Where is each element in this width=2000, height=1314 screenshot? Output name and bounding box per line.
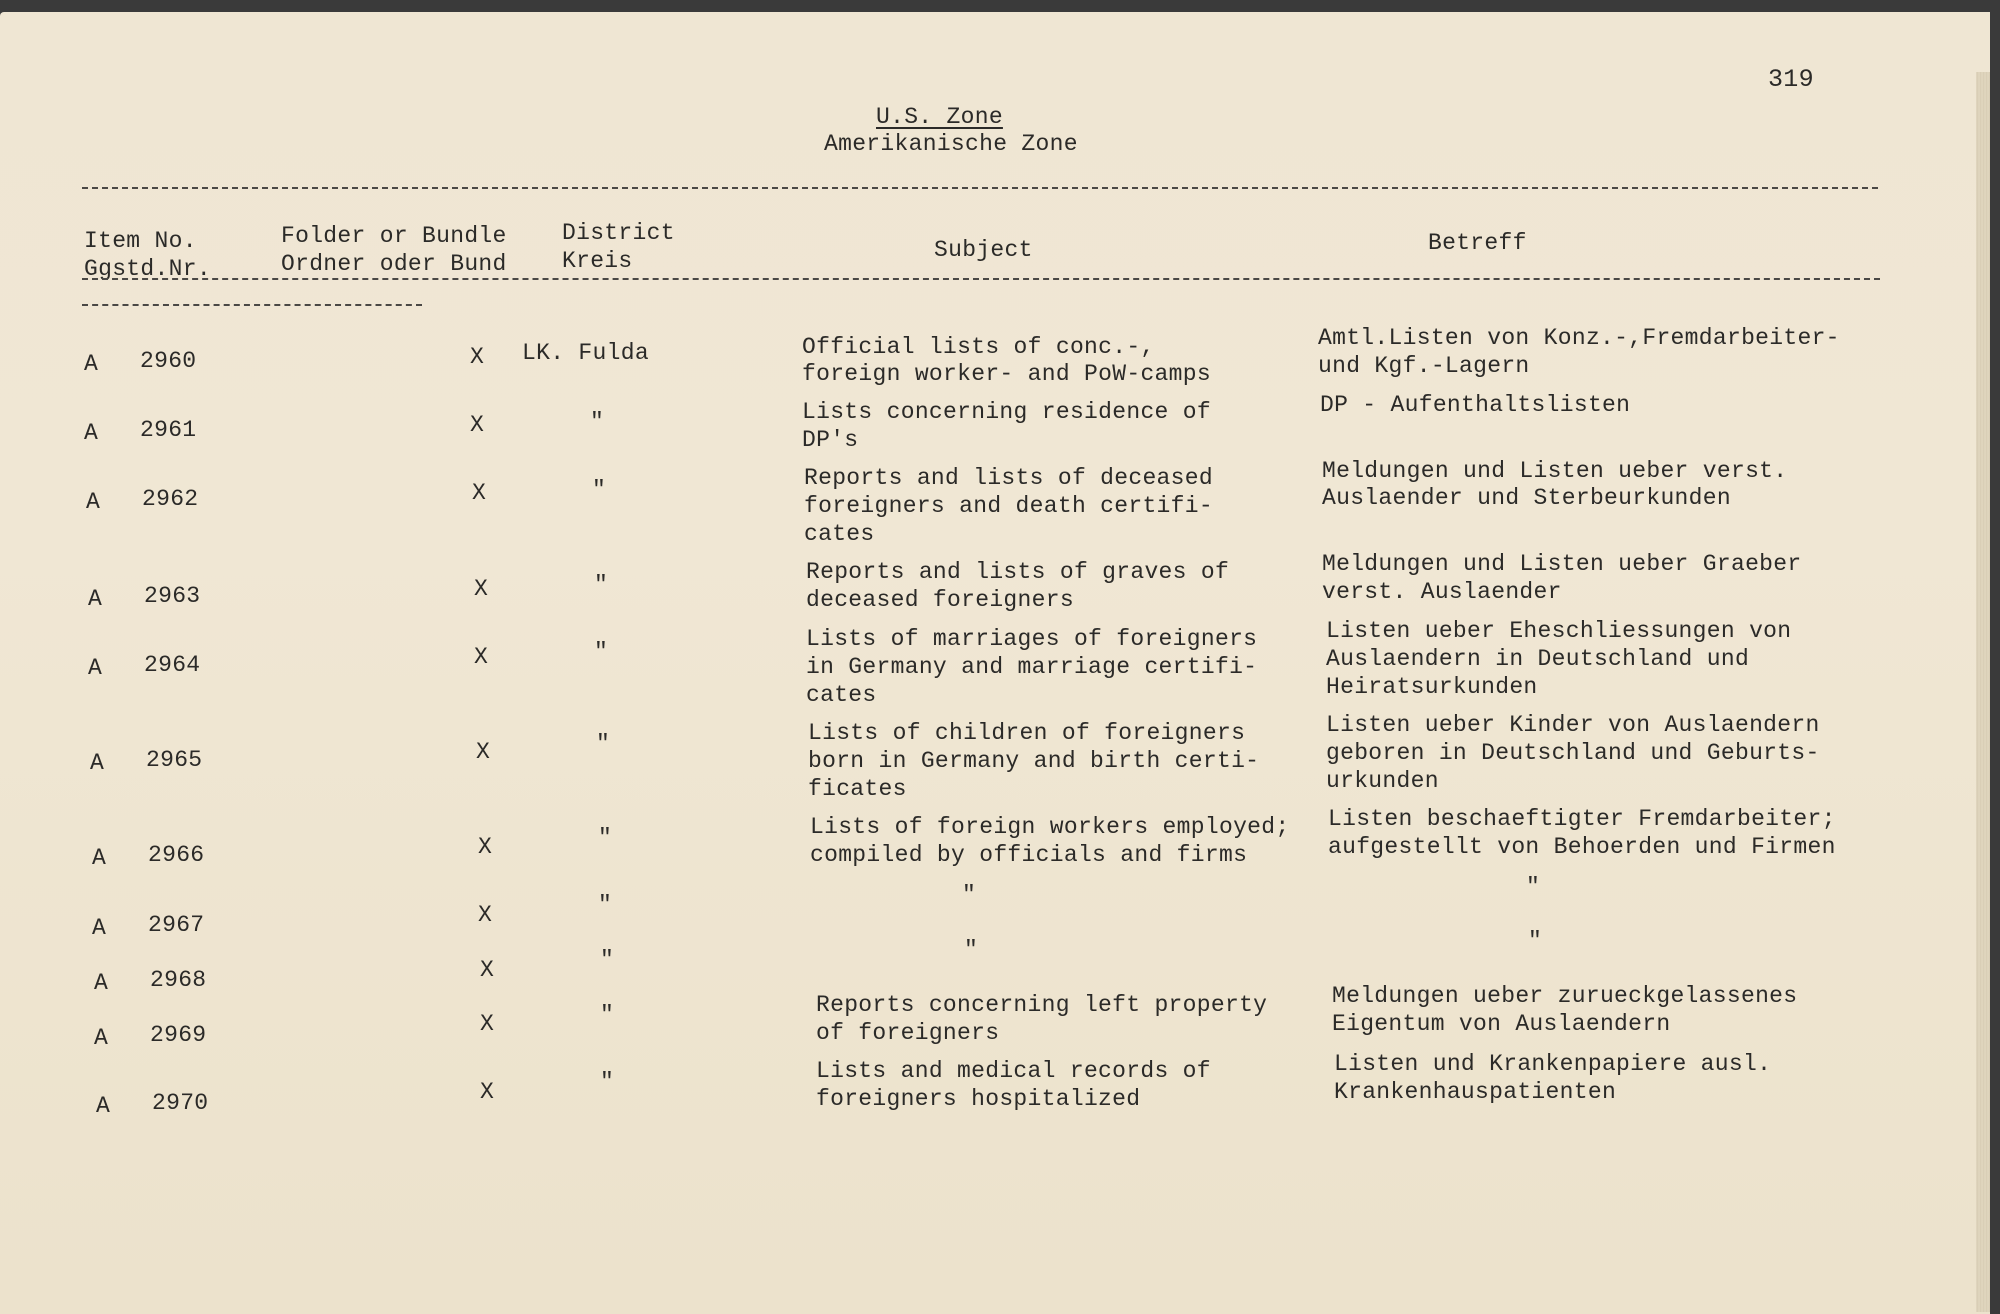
row-betreff-line: urkunden: [1326, 768, 1439, 794]
row-betreff-line: Meldungen ueber zurueckgelassenes: [1332, 983, 1798, 1009]
row-number: 2961: [140, 417, 197, 443]
row-prefix: A: [90, 750, 105, 776]
row-betreff-line: Eigentum von Auslaendern: [1332, 1011, 1671, 1037]
row-number: 2967: [148, 912, 205, 938]
header-item-en: Item No.: [84, 228, 197, 254]
row-prefix: A: [84, 420, 99, 446]
row-folder: X: [478, 834, 493, 860]
row-number: 2960: [140, 348, 197, 374]
row-folder: X: [476, 739, 491, 765]
header-subject: Subject: [934, 237, 1033, 263]
row-betreff-line: Listen und Krankenpapiere ausl.: [1334, 1051, 1772, 1077]
row-number: 2969: [150, 1022, 207, 1048]
row-folder: X: [480, 1011, 495, 1037]
row-district: ": [594, 572, 609, 598]
row-subject-line: Lists and medical records of: [816, 1058, 1211, 1084]
row-subject-line: compiled by officials and firms: [810, 842, 1248, 868]
row-folder: X: [480, 1079, 495, 1105]
page-edge: [1976, 72, 1990, 1312]
row-number: 2970: [152, 1090, 209, 1116]
header-folder-en: Folder or Bundle: [281, 223, 507, 249]
row-betreff-line: Amtl.Listen von Konz.-,Fremdarbeiter-: [1318, 325, 1840, 351]
row-subject-line: foreigners hospitalized: [816, 1086, 1141, 1112]
header-rule-middle: [82, 278, 1880, 280]
row-district: ": [600, 1002, 615, 1028]
row-subject-line: of foreigners: [816, 1020, 1000, 1046]
row-betreff-line: geboren in Deutschland und Geburts-: [1326, 740, 1820, 766]
row-prefix: A: [88, 655, 103, 681]
document-page: [0, 12, 1990, 1314]
row-betreff-line: Meldungen und Listen ueber Graeber: [1322, 551, 1802, 577]
row-district: LK. Fulda: [522, 340, 649, 366]
row-subject-line: cates: [806, 682, 877, 708]
row-subject-line: foreigners and death certifi-: [804, 493, 1213, 519]
row-betreff-line: DP - Aufenthaltslisten: [1320, 392, 1631, 418]
row-subject-ditto: ": [962, 882, 977, 908]
row-subject-ditto: ": [964, 937, 979, 963]
row-prefix: A: [92, 845, 107, 871]
row-subject-line: Official lists of conc.-,: [802, 334, 1155, 360]
row-betreff-line: Heiratsurkunden: [1326, 674, 1538, 700]
row-betreff-line: Listen ueber Eheschliessungen von: [1326, 618, 1792, 644]
row-folder: X: [474, 644, 489, 670]
row-betreff-line: Listen ueber Kinder von Auslaendern: [1326, 712, 1820, 738]
row-betreff-ditto: ": [1528, 928, 1543, 954]
row-betreff-line: Listen beschaeftigter Fremdarbeiter;: [1328, 806, 1836, 832]
header-folder-de: Ordner oder Bund: [281, 251, 507, 277]
title-english: U.S. Zone: [876, 104, 1003, 130]
row-number: 2964: [144, 652, 201, 678]
row-betreff-line: Auslaendern in Deutschland und: [1326, 646, 1750, 672]
page-number: 319: [1768, 65, 1814, 94]
row-subject-line: Reports and lists of deceased: [804, 465, 1213, 491]
row-prefix: A: [96, 1093, 111, 1119]
row-district: ": [598, 892, 613, 918]
row-number: 2963: [144, 583, 201, 609]
row-subject-line: ficates: [808, 776, 907, 802]
row-subject-line: Reports and lists of graves of: [806, 559, 1230, 585]
row-subject-line: Lists of marriages of foreigners: [806, 626, 1258, 652]
row-district: ": [600, 1069, 615, 1095]
row-betreff-ditto: ": [1526, 874, 1541, 900]
row-subject-line: DP's: [802, 427, 859, 453]
header-district-de: Kreis: [562, 248, 633, 274]
row-number: 2966: [148, 842, 205, 868]
row-prefix: A: [86, 489, 101, 515]
row-folder: X: [480, 957, 495, 983]
row-betreff-line: Meldungen und Listen ueber verst.: [1322, 458, 1788, 484]
row-subject-line: cates: [804, 521, 875, 547]
row-district: ": [596, 731, 611, 757]
row-district: ": [590, 409, 605, 435]
row-betreff-line: und Kgf.-Lagern: [1318, 353, 1530, 379]
row-betreff-line: Krankenhauspatienten: [1334, 1079, 1617, 1105]
row-prefix: A: [92, 915, 107, 941]
row-number: 2968: [150, 967, 207, 993]
row-prefix: A: [94, 970, 109, 996]
row-subject-line: in Germany and marriage certifi-: [806, 654, 1258, 680]
row-betreff-line: Auslaender und Sterbeurkunden: [1322, 485, 1731, 511]
row-betreff-line: aufgestellt von Behoerden und Firmen: [1328, 834, 1836, 860]
row-subject-line: Lists of foreign workers employed;: [810, 814, 1290, 840]
row-folder: X: [478, 902, 493, 928]
row-subject-line: Reports concerning left property: [816, 992, 1268, 1018]
row-betreff-line: verst. Auslaender: [1322, 579, 1562, 605]
header-rule-top: [82, 187, 1878, 189]
row-prefix: A: [88, 586, 103, 612]
row-folder: X: [470, 344, 485, 370]
header-district-en: District: [562, 220, 675, 246]
row-subject-line: foreign worker- and PoW-camps: [802, 361, 1211, 387]
row-folder: X: [470, 412, 485, 438]
row-prefix: A: [84, 351, 99, 377]
header-item-de: Ggstd.Nr.: [84, 256, 211, 282]
row-folder: X: [472, 480, 487, 506]
header-betreff: Betreff: [1428, 230, 1527, 256]
title-german: Amerikanische Zone: [824, 131, 1078, 157]
row-subject-line: Lists concerning residence of: [802, 399, 1211, 425]
row-district: ": [600, 947, 615, 973]
row-district: ": [592, 477, 607, 503]
row-prefix: A: [94, 1025, 109, 1051]
row-district: ": [594, 639, 609, 665]
header-rule-bottom: [82, 304, 422, 306]
row-district: ": [598, 825, 613, 851]
row-subject-line: deceased foreigners: [806, 587, 1074, 613]
row-subject-line: Lists of children of foreigners: [808, 720, 1246, 746]
row-number: 2962: [142, 486, 199, 512]
row-folder: X: [474, 576, 489, 602]
row-number: 2965: [146, 747, 203, 773]
row-subject-line: born in Germany and birth certi-: [808, 748, 1260, 774]
